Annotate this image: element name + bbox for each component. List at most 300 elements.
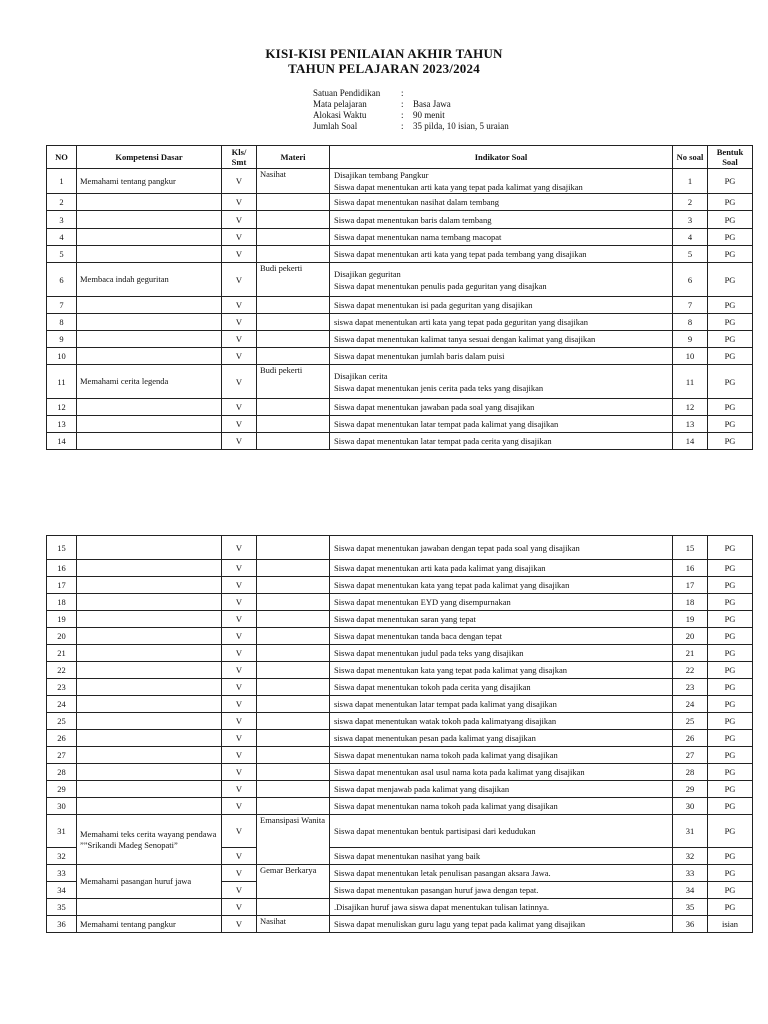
- cell-materi: [257, 747, 330, 764]
- cell-kompetensi-dasar: [77, 314, 222, 331]
- indikator-line: .Disajikan huruf jawa siswa dapat menentukan tulisan latinnya.: [334, 902, 550, 912]
- cell-bentuk-soal: PG: [708, 331, 753, 348]
- cell-no-soal: 2: [673, 194, 708, 211]
- cell-kelas: V: [222, 899, 257, 916]
- cell-materi: [257, 781, 330, 798]
- table-row: [47, 297, 753, 314]
- cell-indikator: [330, 865, 673, 882]
- cell-materi: [257, 577, 330, 594]
- cell-kelas: V: [222, 628, 257, 645]
- cell-no: 10: [47, 348, 77, 365]
- cell-bentuk-soal: PG: [708, 865, 753, 882]
- col-kompetensi-dasar: Kompetensi Dasar: [77, 146, 222, 169]
- cell-kelas: V: [222, 730, 257, 747]
- cell-kompetensi-dasar: [77, 297, 222, 314]
- cell-no: 16: [47, 560, 77, 577]
- meta-value: Basa Jawa: [413, 99, 451, 109]
- indikator-line: Siswa dapat menentukan arti kata yang tepat pada kalimat yang disajikan: [334, 182, 583, 192]
- cell-bentuk-soal: PG: [708, 229, 753, 246]
- cell-kelas: V: [222, 536, 257, 560]
- cell-no-soal: 28: [673, 764, 708, 781]
- indikator-line: Siswa dapat menentukan kata yang tepat pada kalimat yang disajkan: [334, 665, 567, 675]
- cell-no-soal: 26: [673, 730, 708, 747]
- cell-bentuk-soal: PG: [708, 679, 753, 696]
- cell-kelas: V: [222, 916, 257, 933]
- cell-no-soal: 6: [673, 263, 708, 297]
- cell-indikator: [330, 297, 673, 314]
- table-row: [47, 314, 753, 331]
- cell-bentuk-soal: PG: [708, 594, 753, 611]
- cell-no: 32: [47, 848, 77, 865]
- cell-kompetensi-dasar: [77, 194, 222, 211]
- meta-row: [313, 88, 509, 99]
- kisi-table-2: [46, 535, 753, 933]
- table-row: [47, 399, 753, 416]
- cell-no-soal: 8: [673, 314, 708, 331]
- table-row: [47, 560, 753, 577]
- cell-indikator: [330, 365, 673, 399]
- cell-bentuk-soal: PG: [708, 764, 753, 781]
- cell-no: 2: [47, 194, 77, 211]
- table-row: [47, 916, 753, 933]
- cell-no: 29: [47, 781, 77, 798]
- cell-kompetensi-dasar: [77, 645, 222, 662]
- cell-kelas: V: [222, 194, 257, 211]
- indikator-line: Siswa dapat menentukan nama tembang macopat: [334, 232, 502, 242]
- cell-kelas: V: [222, 798, 257, 815]
- cell-no: 1: [47, 169, 77, 194]
- cell-indikator: [330, 577, 673, 594]
- cell-indikator: [330, 645, 673, 662]
- cell-no: 5: [47, 246, 77, 263]
- meta-value: 35 pilda, 10 isian, 5 uraian: [413, 121, 509, 131]
- indikator-line: Disajikan tembang Pangkur: [334, 170, 429, 180]
- cell-no-soal: 27: [673, 747, 708, 764]
- cell-no: 23: [47, 679, 77, 696]
- cell-no-soal: 1: [673, 169, 708, 194]
- cell-kelas: V: [222, 229, 257, 246]
- cell-no-soal: 32: [673, 848, 708, 865]
- cell-materi: [257, 594, 330, 611]
- table-row: [47, 169, 753, 194]
- cell-no: 35: [47, 899, 77, 916]
- indikator-line: siswa dapat menentukan watak tokoh pada kalimatyang disajikan: [334, 716, 557, 726]
- cell-materi: [257, 194, 330, 211]
- meta-key: Mata pelajaran: [313, 99, 367, 109]
- cell-kompetensi-dasar: [77, 611, 222, 628]
- cell-kelas: V: [222, 399, 257, 416]
- cell-bentuk-soal: PG: [708, 169, 753, 194]
- cell-no-soal: 36: [673, 916, 708, 933]
- cell-bentuk-soal: PG: [708, 747, 753, 764]
- meta-info: [313, 88, 509, 132]
- indikator-line: Siswa dapat menentukan saran yang tepat: [334, 614, 476, 624]
- cell-no: 24: [47, 696, 77, 713]
- cell-bentuk-soal: PG: [708, 536, 753, 560]
- cell-kelas: V: [222, 211, 257, 229]
- cell-kompetensi-dasar: Memahami tentang pangkur: [77, 916, 222, 933]
- cell-bentuk-soal: PG: [708, 882, 753, 899]
- indikator-line: Siswa dapat menentukan nasihat yang baik: [334, 851, 481, 861]
- indikator-line: Siswa dapat menjawab pada kalimat yang disajikan: [334, 784, 510, 794]
- cell-kompetensi-dasar: [77, 679, 222, 696]
- meta-row: [313, 121, 509, 132]
- cell-indikator: [330, 433, 673, 450]
- cell-no: 11: [47, 365, 77, 399]
- table-row: [47, 730, 753, 747]
- table-row: [47, 798, 753, 815]
- cell-kompetensi-dasar: [77, 577, 222, 594]
- table-row: [47, 815, 753, 848]
- meta-sep: :: [401, 110, 404, 120]
- col-indikator-soal: Indikator Soal: [330, 146, 673, 169]
- cell-kompetensi-dasar: [77, 594, 222, 611]
- indikator-line: Siswa dapat menentukan arti kata pada kalimat yang disajikan: [334, 563, 546, 573]
- cell-kompetensi-dasar: Memahami tentang pangkur: [77, 169, 222, 194]
- indikator-line: Siswa dapat menentukan jenis cerita pada teks yang disajikan: [334, 382, 544, 393]
- cell-no-soal: 30: [673, 798, 708, 815]
- table-row: [47, 348, 753, 365]
- table-row: [47, 713, 753, 730]
- meta-key: Alokasi Waktu: [313, 110, 367, 120]
- cell-indikator: [330, 798, 673, 815]
- table-row: [47, 781, 753, 798]
- cell-kompetensi-dasar: [77, 899, 222, 916]
- cell-materi: Budi pekerti: [257, 365, 330, 399]
- cell-materi: Emansipasi Wanita: [257, 815, 330, 865]
- cell-materi: [257, 399, 330, 416]
- cell-materi: [257, 696, 330, 713]
- cell-materi: Nasihat: [257, 169, 330, 194]
- cell-kompetensi-dasar: Memahami teks cerita wayang pendawa ””Srikandi Madeg Senopati”: [77, 815, 222, 865]
- cell-materi: Budi pekerti: [257, 263, 330, 297]
- cell-no-soal: 31: [673, 815, 708, 848]
- cell-no-soal: 19: [673, 611, 708, 628]
- cell-kelas: V: [222, 865, 257, 882]
- cell-materi: [257, 713, 330, 730]
- cell-bentuk-soal: PG: [708, 899, 753, 916]
- col-materi: Materi: [257, 146, 330, 169]
- indikator-line: Siswa dapat menentukan bentuk partisipasi dari kedudukan: [334, 826, 536, 836]
- indikator-line: Siswa dapat menentukan isi pada geguritan yang disajikan: [334, 300, 533, 310]
- cell-no: 17: [47, 577, 77, 594]
- cell-bentuk-soal: PG: [708, 662, 753, 679]
- indikator-line: Siswa dapat menentukan latar tempat pada kalimat yang disajikan: [334, 419, 559, 429]
- table-row: [47, 194, 753, 211]
- table-header-row: [47, 146, 753, 169]
- cell-kompetensi-dasar: [77, 246, 222, 263]
- cell-materi: [257, 211, 330, 229]
- table-row: [47, 645, 753, 662]
- cell-no: 30: [47, 798, 77, 815]
- indikator-line: Siswa dapat menentukan nama tokoh pada kalimat yang disajikan: [334, 750, 558, 760]
- table-row: [47, 331, 753, 348]
- cell-no: 33: [47, 865, 77, 882]
- meta-key: Jumlah Soal: [313, 121, 358, 131]
- cell-no: 28: [47, 764, 77, 781]
- cell-bentuk-soal: PG: [708, 263, 753, 297]
- cell-materi: [257, 798, 330, 815]
- cell-indikator: [330, 594, 673, 611]
- table-row: [47, 764, 753, 781]
- cell-indikator: [330, 314, 673, 331]
- indikator-line: Disajikan geguritan: [334, 268, 401, 279]
- cell-no-soal: 15: [673, 536, 708, 560]
- cell-no-soal: 12: [673, 399, 708, 416]
- cell-no-soal: 24: [673, 696, 708, 713]
- cell-kelas: V: [222, 348, 257, 365]
- cell-kompetensi-dasar: [77, 798, 222, 815]
- cell-materi: [257, 764, 330, 781]
- cell-no: 9: [47, 331, 77, 348]
- meta-row: [313, 110, 509, 121]
- cell-bentuk-soal: PG: [708, 348, 753, 365]
- col-kelas-semester: Kls/ Smt: [222, 146, 257, 169]
- cell-kelas: V: [222, 331, 257, 348]
- cell-kompetensi-dasar: [77, 730, 222, 747]
- cell-indikator: [330, 246, 673, 263]
- indikator-line: siswa dapat menentukan arti kata yang tepat pada geguritan yang disajikan: [334, 317, 588, 327]
- table-row: [47, 865, 753, 882]
- indikator-line: Siswa dapat menentukan tokoh pada cerita yang disajikan: [334, 682, 531, 692]
- cell-bentuk-soal: PG: [708, 577, 753, 594]
- indikator-line: Siswa dapat menentukan tanda baca dengan tepat: [334, 631, 503, 641]
- cell-kelas: V: [222, 365, 257, 399]
- cell-no-soal: 33: [673, 865, 708, 882]
- table-row: [47, 611, 753, 628]
- cell-bentuk-soal: PG: [708, 560, 753, 577]
- cell-bentuk-soal: PG: [708, 730, 753, 747]
- cell-kelas: V: [222, 577, 257, 594]
- cell-kelas: V: [222, 594, 257, 611]
- cell-materi: [257, 730, 330, 747]
- cell-indikator: [330, 399, 673, 416]
- cell-bentuk-soal: PG: [708, 314, 753, 331]
- cell-bentuk-soal: PG: [708, 399, 753, 416]
- cell-materi: [257, 331, 330, 348]
- indikator-line: Siswa dapat menuliskan guru lagu yang tepat pada kalimat yang disajikan: [334, 919, 586, 929]
- cell-no: 7: [47, 297, 77, 314]
- indikator-line: Siswa dapat menentukan EYD yang disempurnakan: [334, 597, 511, 607]
- cell-kelas: V: [222, 764, 257, 781]
- cell-kompetensi-dasar: [77, 399, 222, 416]
- indikator-line: Disajikan cerita: [334, 370, 388, 381]
- table-row: [47, 594, 753, 611]
- cell-no: 20: [47, 628, 77, 645]
- col-bentuk-soal: Bentuk Soal: [708, 146, 753, 169]
- indikator-line: Siswa dapat menentukan asal usul nama kota pada kalimat yang disajikan: [334, 767, 585, 777]
- cell-materi: [257, 416, 330, 433]
- table-row: [47, 747, 753, 764]
- cell-no-soal: 14: [673, 433, 708, 450]
- cell-indikator: [330, 536, 673, 560]
- kisi-table-1: [46, 145, 753, 450]
- cell-no-soal: 17: [673, 577, 708, 594]
- cell-kelas: V: [222, 815, 257, 848]
- cell-no-soal: 22: [673, 662, 708, 679]
- cell-indikator: [330, 882, 673, 899]
- cell-kelas: V: [222, 781, 257, 798]
- indikator-line: Siswa dapat menentukan arti kata yang tepat pada tembang yang disajikan: [334, 249, 587, 259]
- cell-no-soal: 4: [673, 229, 708, 246]
- cell-kelas: V: [222, 263, 257, 297]
- indikator-line: Siswa dapat menentukan jawaban pada soal yang disajikan: [334, 402, 535, 412]
- cell-no-soal: 35: [673, 899, 708, 916]
- cell-no-soal: 11: [673, 365, 708, 399]
- cell-kelas: V: [222, 848, 257, 865]
- table-row: [47, 628, 753, 645]
- cell-kompetensi-dasar: [77, 536, 222, 560]
- cell-no: 4: [47, 229, 77, 246]
- cell-bentuk-soal: PG: [708, 416, 753, 433]
- cell-bentuk-soal: isian: [708, 916, 753, 933]
- cell-indikator: [330, 560, 673, 577]
- cell-indikator: [330, 211, 673, 229]
- cell-kelas: V: [222, 416, 257, 433]
- cell-materi: [257, 560, 330, 577]
- cell-kelas: V: [222, 433, 257, 450]
- indikator-line: Siswa dapat menentukan latar tempat pada cerita yang disajikan: [334, 436, 552, 446]
- cell-indikator: [330, 899, 673, 916]
- table-row: [47, 679, 753, 696]
- cell-no: 26: [47, 730, 77, 747]
- cell-kelas: V: [222, 297, 257, 314]
- cell-no-soal: 25: [673, 713, 708, 730]
- cell-no-soal: 23: [673, 679, 708, 696]
- cell-kompetensi-dasar: [77, 696, 222, 713]
- cell-indikator: [330, 263, 673, 297]
- indikator-line: Siswa dapat menentukan letak penulisan pasangan aksara Jawa.: [334, 868, 551, 878]
- indikator-line: Siswa dapat menentukan penulis pada geguritan yang disajkan: [334, 280, 547, 291]
- cell-no-soal: 9: [673, 331, 708, 348]
- cell-kompetensi-dasar: [77, 229, 222, 246]
- indikator-line: Siswa dapat menentukan jumlah baris dalam puisi: [334, 351, 505, 361]
- indikator-line: Siswa dapat menentukan kalimat tanya sesuai dengan kalimat yang disajikan: [334, 334, 596, 344]
- cell-bentuk-soal: PG: [708, 815, 753, 848]
- table-row: [47, 433, 753, 450]
- cell-indikator: [330, 331, 673, 348]
- table-row: [47, 211, 753, 229]
- cell-no-soal: 5: [673, 246, 708, 263]
- cell-no-soal: 10: [673, 348, 708, 365]
- cell-no-soal: 20: [673, 628, 708, 645]
- cell-kompetensi-dasar: [77, 764, 222, 781]
- cell-no: 18: [47, 594, 77, 611]
- indikator-line: Siswa dapat menentukan pasangan huruf jawa dengan tepat.: [334, 885, 539, 895]
- cell-no: 25: [47, 713, 77, 730]
- cell-kompetensi-dasar: [77, 416, 222, 433]
- cell-no-soal: 16: [673, 560, 708, 577]
- cell-kelas: V: [222, 882, 257, 899]
- cell-no: 13: [47, 416, 77, 433]
- indikator-line: Siswa dapat menentukan baris dalam tembang: [334, 214, 492, 225]
- cell-indikator: [330, 916, 673, 933]
- cell-bentuk-soal: PG: [708, 848, 753, 865]
- indikator-line: Siswa dapat menentukan nama tokoh pada kalimat yang disajikan: [334, 801, 558, 811]
- cell-kompetensi-dasar: Memahami pasangan huruf jawa: [77, 865, 222, 899]
- cell-no: 8: [47, 314, 77, 331]
- cell-indikator: [330, 764, 673, 781]
- cell-materi: [257, 297, 330, 314]
- cell-indikator: [330, 815, 673, 848]
- cell-bentuk-soal: PG: [708, 194, 753, 211]
- indikator-line: Siswa dapat menentukan judul pada teks yang disajikan: [334, 648, 524, 658]
- cell-kelas: V: [222, 679, 257, 696]
- cell-kompetensi-dasar: [77, 433, 222, 450]
- cell-materi: [257, 246, 330, 263]
- cell-bentuk-soal: PG: [708, 696, 753, 713]
- cell-kompetensi-dasar: [77, 211, 222, 229]
- cell-kelas: V: [222, 611, 257, 628]
- cell-kelas: V: [222, 246, 257, 263]
- cell-kelas: V: [222, 713, 257, 730]
- col-no: NO: [47, 146, 77, 169]
- cell-kompetensi-dasar: [77, 628, 222, 645]
- indikator-line: siswa dapat menentukan pesan pada kalimat yang disajikan: [334, 733, 536, 743]
- cell-no-soal: 21: [673, 645, 708, 662]
- cell-kelas: V: [222, 645, 257, 662]
- cell-no: 27: [47, 747, 77, 764]
- cell-indikator: [330, 229, 673, 246]
- cell-no: 22: [47, 662, 77, 679]
- cell-indikator: [330, 628, 673, 645]
- meta-sep: :: [401, 88, 404, 98]
- table-row: [47, 229, 753, 246]
- cell-indikator: [330, 679, 673, 696]
- cell-indikator: [330, 713, 673, 730]
- cell-materi: [257, 433, 330, 450]
- cell-materi: [257, 679, 330, 696]
- indikator-line: Siswa dapat menentukan nasihat dalam tembang: [334, 197, 499, 207]
- cell-no: 15: [47, 536, 77, 560]
- table-row: [47, 263, 753, 297]
- cell-kelas: V: [222, 314, 257, 331]
- cell-materi: Gemar Berkarya: [257, 865, 330, 899]
- table-row: [47, 899, 753, 916]
- cell-bentuk-soal: PG: [708, 713, 753, 730]
- cell-no: 14: [47, 433, 77, 450]
- table-row: [47, 577, 753, 594]
- cell-indikator: [330, 696, 673, 713]
- table-row: [47, 662, 753, 679]
- cell-bentuk-soal: PG: [708, 246, 753, 263]
- cell-kompetensi-dasar: [77, 331, 222, 348]
- cell-no: 6: [47, 263, 77, 297]
- cell-no: 34: [47, 882, 77, 899]
- cell-bentuk-soal: PG: [708, 211, 753, 229]
- table-row: [47, 365, 753, 399]
- cell-no-soal: 29: [673, 781, 708, 798]
- indikator-line: Siswa dapat menentukan jawaban dengan tepat pada soal yang disajikan: [334, 542, 580, 553]
- meta-key: Satuan Pendidikan: [313, 88, 381, 98]
- table-row: [47, 696, 753, 713]
- cell-kelas: V: [222, 696, 257, 713]
- cell-kelas: V: [222, 560, 257, 577]
- cell-indikator: [330, 848, 673, 865]
- cell-kompetensi-dasar: [77, 713, 222, 730]
- indikator-line: siswa dapat menentukan latar tempat pada kalimat yang disajikan: [334, 699, 557, 709]
- cell-materi: [257, 611, 330, 628]
- col-no-soal: No soal: [673, 146, 708, 169]
- cell-materi: [257, 348, 330, 365]
- cell-indikator: [330, 348, 673, 365]
- cell-no: 12: [47, 399, 77, 416]
- cell-materi: [257, 536, 330, 560]
- cell-materi: Nasihat: [257, 916, 330, 933]
- cell-bentuk-soal: PG: [708, 365, 753, 399]
- cell-indikator: [330, 611, 673, 628]
- cell-bentuk-soal: PG: [708, 297, 753, 314]
